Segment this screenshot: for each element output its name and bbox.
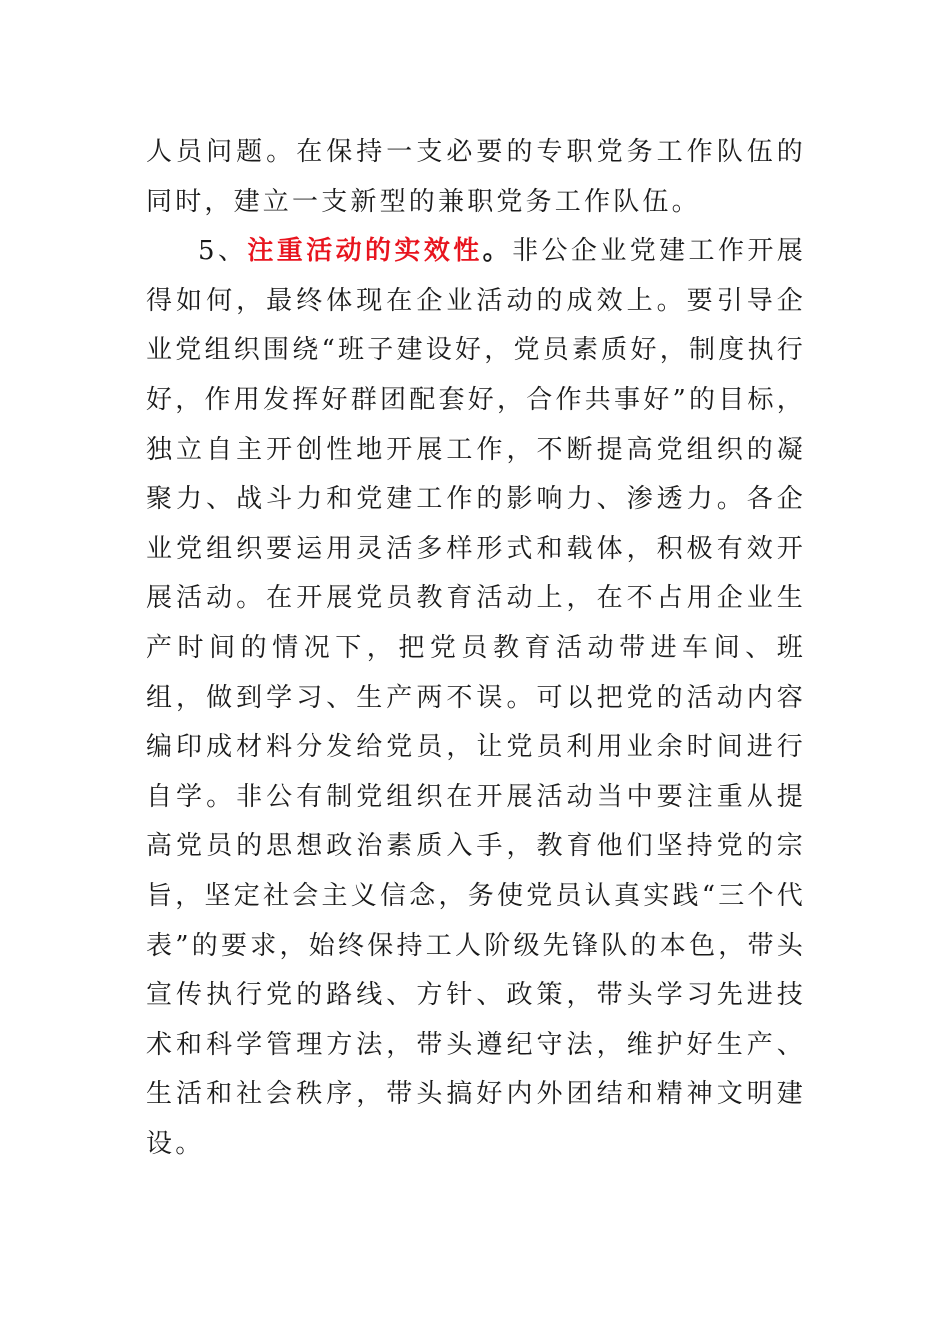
section-body: 非公企业党建工作开展得如何，最终体现在企业活动的成效上。要引导企业党组织围绕“班子建设好，党员素质好，制度执行好，作用发挥好群团配套好，合作共事好”的目标，独立自主开创性地开展工作，不断提高党组织的凝聚力、战斗力和党建工作的影响力、渗透力。各企业党组织要运用灵活多样形式和载体，积极有效开展活动。在开展党员教育活动上，在不占用企业生产时间的情况下，把党员教育活动带进车间、班组，做到学习、生产两不误。可以把党的活动内容编印成材料分发给党员，让党员利用业余时间进行自学。非公有制党组织在开展活动当中要注重从提高党员的思想政治素质入手，教育他们坚持党的宗旨，坚定社会主义信念，务使党员认真实践“三个代表”的要求，始终保持工人阶级先锋队的本色，带头宣传执行党的路线、方针、政策，带头学习先进技术和科学管理方法，带头遵纪守法，维护好生产、生活和社会秩序，带头搞好内外团结和精神文明建设。 [146, 236, 806, 1159]
section-number: 5、 [198, 236, 248, 267]
document-body [146, 128, 806, 1169]
section-heading-period: 。 [482, 236, 513, 267]
paragraph-section-5 [146, 227, 806, 1169]
paragraph-continuation: 人员问题。在保持一支必要的专职党务工作队伍的同时，建立一支新型的兼职党务工作队伍。 [146, 137, 806, 217]
section-heading: 注重活动的实效性 [247, 236, 483, 267]
